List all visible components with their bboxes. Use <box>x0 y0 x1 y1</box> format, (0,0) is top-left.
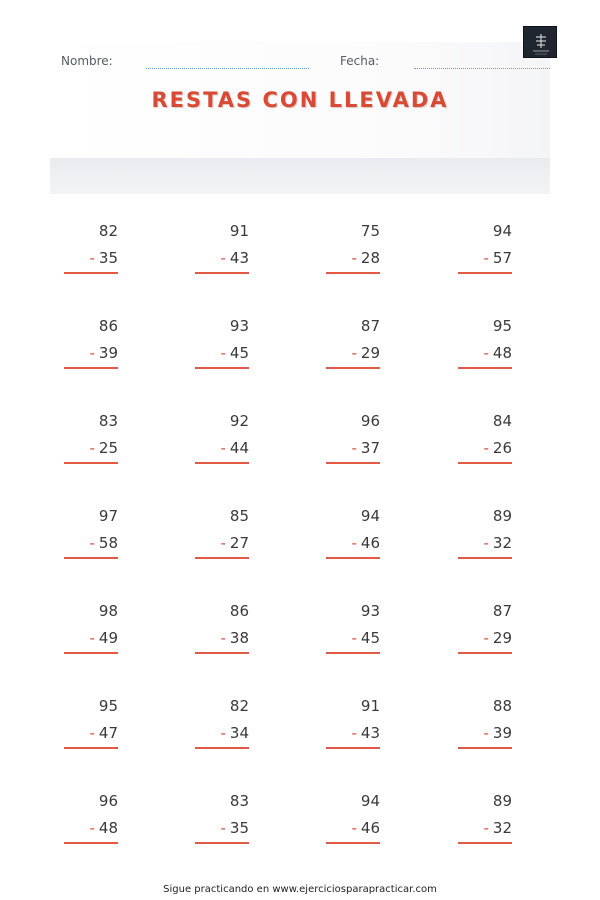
subtrahend: 35 <box>98 249 118 267</box>
minus-sign: - <box>483 249 489 267</box>
subtraction-problem <box>458 222 512 274</box>
subtrahend-row <box>89 819 118 837</box>
subtraction-problem <box>195 507 249 559</box>
subtrahend-row <box>351 249 380 267</box>
subtrahend: 34 <box>229 724 249 742</box>
minus-sign: - <box>89 534 95 552</box>
subtrahend-row <box>89 534 118 552</box>
subtrahend: 39 <box>492 724 512 742</box>
footer-text: Sigue practicando en www.ejerciciosparapracticar.com <box>163 884 437 895</box>
subtraction-problem <box>64 222 118 274</box>
minuend: 93 <box>229 317 249 335</box>
subtrahend: 46 <box>360 819 380 837</box>
subtraction-problem <box>64 317 118 369</box>
subtraction-problem <box>458 792 512 844</box>
subtrahend-row <box>351 819 380 837</box>
subtrahend-row <box>89 249 118 267</box>
minuend: 95 <box>492 317 512 335</box>
minus-sign: - <box>89 819 95 837</box>
minuend: 94 <box>492 222 512 240</box>
minuend: 95 <box>98 697 118 715</box>
minus-sign: - <box>351 344 357 362</box>
subtrahend: 48 <box>492 344 512 362</box>
name-field-line[interactable] <box>146 68 309 69</box>
minuend: 89 <box>492 792 512 810</box>
minuend: 82 <box>229 697 249 715</box>
answer-line[interactable] <box>64 652 118 654</box>
subtraction-problem <box>326 602 380 654</box>
subtraction-problem <box>458 507 512 559</box>
subtrahend: 43 <box>229 249 249 267</box>
answer-line[interactable] <box>458 367 512 369</box>
subtrahend: 29 <box>492 629 512 647</box>
answer-line[interactable] <box>458 842 512 844</box>
subtraction-problem <box>326 697 380 749</box>
answer-line[interactable] <box>195 747 249 749</box>
answer-line[interactable] <box>458 462 512 464</box>
header-band <box>50 158 550 194</box>
minus-sign: - <box>483 439 489 457</box>
minus-sign: - <box>483 344 489 362</box>
subtrahend: 38 <box>229 629 249 647</box>
subtraction-problem <box>195 792 249 844</box>
answer-line[interactable] <box>195 462 249 464</box>
subtrahend-row <box>483 534 512 552</box>
subtrahend: 57 <box>492 249 512 267</box>
minuend: 91 <box>229 222 249 240</box>
answer-line[interactable] <box>326 272 380 274</box>
minuend: 85 <box>229 507 249 525</box>
subtraction-problem <box>64 697 118 749</box>
minuend: 89 <box>492 507 512 525</box>
answer-line[interactable] <box>326 557 380 559</box>
subtraction-problem <box>64 792 118 844</box>
minuend: 75 <box>360 222 380 240</box>
subtraction-problem <box>64 507 118 559</box>
subtrahend-row <box>351 629 380 647</box>
answer-line[interactable] <box>326 747 380 749</box>
minuend: 86 <box>98 317 118 335</box>
subtraction-problem <box>326 222 380 274</box>
minuend: 96 <box>360 412 380 430</box>
subtrahend: 32 <box>492 534 512 552</box>
subtrahend-row <box>351 724 380 742</box>
answer-line[interactable] <box>326 842 380 844</box>
subtrahend-row <box>220 724 249 742</box>
answer-line[interactable] <box>64 842 118 844</box>
subtrahend-row <box>89 724 118 742</box>
subtrahend-row <box>351 344 380 362</box>
minus-sign: - <box>220 819 226 837</box>
minus-sign: - <box>351 819 357 837</box>
minuend: 97 <box>98 507 118 525</box>
answer-line[interactable] <box>195 272 249 274</box>
subtrahend: 39 <box>98 344 118 362</box>
subtrahend: 49 <box>98 629 118 647</box>
subtrahend-row <box>89 439 118 457</box>
subtrahend: 47 <box>98 724 118 742</box>
subtrahend: 48 <box>98 819 118 837</box>
minuend: 91 <box>360 697 380 715</box>
minus-sign: - <box>220 534 226 552</box>
logo-emblem-icon <box>524 27 558 59</box>
minus-sign: - <box>89 344 95 362</box>
subtraction-problem <box>326 507 380 559</box>
answer-line[interactable] <box>64 462 118 464</box>
minuend: 83 <box>229 792 249 810</box>
subtraction-problem <box>195 222 249 274</box>
subtrahend: 26 <box>492 439 512 457</box>
minus-sign: - <box>89 629 95 647</box>
answer-line[interactable] <box>195 652 249 654</box>
subtrahend-row <box>220 534 249 552</box>
minuend: 94 <box>360 792 380 810</box>
subtraction-problem <box>64 602 118 654</box>
logo <box>523 26 557 58</box>
minuend: 96 <box>98 792 118 810</box>
minus-sign: - <box>483 819 489 837</box>
minuend: 84 <box>492 412 512 430</box>
minus-sign: - <box>351 724 357 742</box>
subtrahend-row <box>483 724 512 742</box>
subtraction-problem <box>458 697 512 749</box>
answer-line[interactable] <box>195 557 249 559</box>
minus-sign: - <box>89 439 95 457</box>
subtrahend: 27 <box>229 534 249 552</box>
minuend: 87 <box>492 602 512 620</box>
subtraction-problem <box>458 412 512 464</box>
minus-sign: - <box>220 629 226 647</box>
subtraction-problem <box>326 792 380 844</box>
minus-sign: - <box>89 249 95 267</box>
minus-sign: - <box>351 534 357 552</box>
minus-sign: - <box>351 629 357 647</box>
answer-line[interactable] <box>64 557 118 559</box>
minuend: 87 <box>360 317 380 335</box>
answer-line[interactable] <box>458 747 512 749</box>
subtrahend: 44 <box>229 439 249 457</box>
subtrahend-row <box>220 819 249 837</box>
subtrahend: 45 <box>360 629 380 647</box>
subtrahend: 29 <box>360 344 380 362</box>
subtrahend: 43 <box>360 724 380 742</box>
answer-line[interactable] <box>326 652 380 654</box>
subtrahend-row <box>483 439 512 457</box>
date-label: Fecha: <box>340 54 380 68</box>
subtraction-problem <box>458 317 512 369</box>
minuend: 92 <box>229 412 249 430</box>
subtrahend: 32 <box>492 819 512 837</box>
answer-line[interactable] <box>326 367 380 369</box>
subtraction-problem <box>458 602 512 654</box>
subtraction-problem <box>195 602 249 654</box>
answer-line[interactable] <box>195 842 249 844</box>
subtraction-problem <box>195 697 249 749</box>
answer-line[interactable] <box>458 557 512 559</box>
minus-sign: - <box>220 439 226 457</box>
minuend: 86 <box>229 602 249 620</box>
minus-sign: - <box>220 724 226 742</box>
subtraction-problem <box>326 412 380 464</box>
minus-sign: - <box>220 344 226 362</box>
answer-line[interactable] <box>195 367 249 369</box>
answer-line[interactable] <box>326 462 380 464</box>
minus-sign: - <box>89 724 95 742</box>
subtrahend: 25 <box>98 439 118 457</box>
minus-sign: - <box>220 249 226 267</box>
minus-sign: - <box>483 629 489 647</box>
answer-line[interactable] <box>64 272 118 274</box>
subtrahend: 28 <box>360 249 380 267</box>
subtraction-problem <box>326 317 380 369</box>
name-label: Nombre: <box>61 54 113 68</box>
subtrahend-row <box>483 344 512 362</box>
subtrahend-row <box>483 819 512 837</box>
answer-line[interactable] <box>458 272 512 274</box>
subtrahend-row <box>483 629 512 647</box>
subtraction-problem <box>195 317 249 369</box>
subtrahend-row <box>483 249 512 267</box>
minuend: 94 <box>360 507 380 525</box>
minus-sign: - <box>483 534 489 552</box>
minuend: 98 <box>98 602 118 620</box>
subtrahend: 45 <box>229 344 249 362</box>
subtrahend: 58 <box>98 534 118 552</box>
page-title: RESTAS CON LLEVADA <box>151 88 449 112</box>
minuend: 82 <box>98 222 118 240</box>
minuend: 93 <box>360 602 380 620</box>
minuend: 88 <box>492 697 512 715</box>
subtrahend-row <box>220 629 249 647</box>
subtrahend-row <box>89 344 118 362</box>
subtraction-problem <box>195 412 249 464</box>
subtrahend-row <box>351 534 380 552</box>
subtrahend: 37 <box>360 439 380 457</box>
minuend: 83 <box>98 412 118 430</box>
answer-line[interactable] <box>64 747 118 749</box>
minus-sign: - <box>351 439 357 457</box>
subtrahend-row <box>220 344 249 362</box>
answer-line[interactable] <box>458 652 512 654</box>
answer-line[interactable] <box>64 367 118 369</box>
minus-sign: - <box>483 724 489 742</box>
date-field-line[interactable] <box>414 68 550 69</box>
subtrahend-row <box>220 249 249 267</box>
subtrahend-row <box>351 439 380 457</box>
subtrahend-row <box>220 439 249 457</box>
subtrahend: 46 <box>360 534 380 552</box>
subtrahend: 35 <box>229 819 249 837</box>
subtrahend-row <box>89 629 118 647</box>
subtraction-problem <box>64 412 118 464</box>
minus-sign: - <box>351 249 357 267</box>
